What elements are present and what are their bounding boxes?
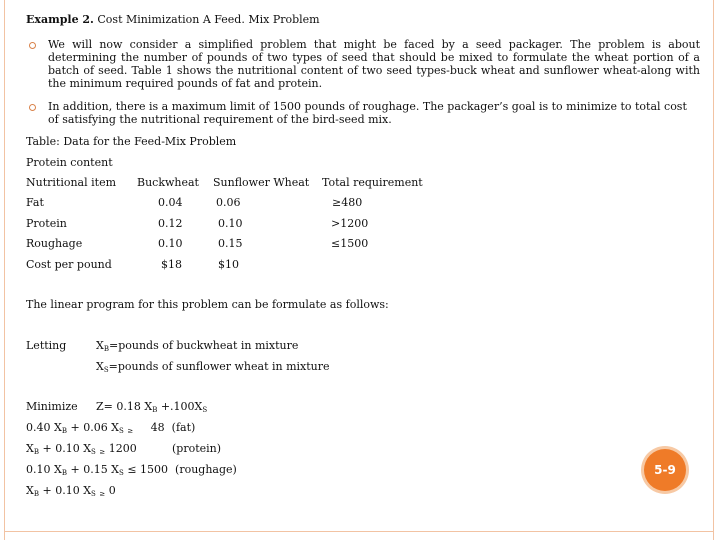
table-cell: Fat bbox=[26, 196, 44, 209]
table-cell: Protein bbox=[26, 217, 67, 230]
table-cell: 0.12 bbox=[158, 217, 183, 230]
bullet-paragraph-2: In addition, there is a maximum limit of 1500 pounds of roughage. The packager’s goal is to minimize to total cost of satisfying the nutritional requirement of the bird-seed mix. bbox=[48, 100, 687, 126]
slide-frame-bottom bbox=[4, 531, 714, 532]
table-cell: Cost per pound bbox=[26, 258, 112, 271]
slide-frame-right bbox=[713, 0, 714, 540]
table-cell: 0.10 bbox=[218, 217, 243, 230]
lp-intro: The linear program for this problem can be formulate as follows: bbox=[26, 298, 389, 311]
table-cell: >1200 bbox=[331, 217, 369, 230]
table-cell: $10 bbox=[218, 258, 239, 271]
variable-definition: $X_S=pounds$ of sunflower wheat in mixture bbox=[96, 360, 330, 374]
constraint-protein-note: (protein) bbox=[172, 442, 222, 455]
table-cell: Roughage bbox=[26, 237, 83, 250]
constraint-nonnegativity: $X_B + 0.10$ $X_S$ $_\ge$ 0 bbox=[26, 484, 116, 498]
table-header-total: Total requirement bbox=[322, 176, 423, 189]
slide-title bbox=[26, 13, 320, 27]
constraint-roughage: 0.10 $X_B + 0.15$ $X_S \le 1500$ (roughage) bbox=[26, 463, 237, 477]
table-header-buckwheat: Buckwheat bbox=[137, 176, 199, 189]
constraint-fat: 0.40 $X_B + 0.06$ $X_S$ $_\ge$ 48 (fat) bbox=[26, 421, 196, 435]
objective-label: Minimize bbox=[26, 400, 78, 413]
slide-frame-left bbox=[4, 0, 5, 540]
table-caption: Table: Data for the Feed-Mix Problem bbox=[26, 135, 237, 148]
title-text: Cost Minimization A Feed. Mix Problem bbox=[97, 13, 320, 26]
constraint-protein: $X_B + 0.10$ $X_S$ $_\ge$ 1200 bbox=[26, 442, 137, 456]
bullet-paragraph-1: We will now consider a simplified problem that might be faced by a seed packager. The problem is about determining the number of pounds of two types of seed that should be mixed to formulate the wheat portion of a batch of seed. Table 1 shows the nutritional content of two seed types-buck wheat and sunflower wheat-along with the minimum required pounds of fat and protein. bbox=[48, 38, 700, 90]
page-number-badge: 5-9 bbox=[644, 449, 686, 491]
table-cell: $18 bbox=[161, 258, 182, 271]
table-cell: 0.06 bbox=[216, 196, 241, 209]
objective-function: Z= 0.18 $X_B +.100X_S$ bbox=[96, 400, 208, 414]
table-cell: 0.15 bbox=[218, 237, 243, 250]
table-cell: ≥480 bbox=[332, 196, 363, 209]
title-label: Example 2. bbox=[26, 13, 94, 26]
variable-definition: $X_B=pounds$ of buckwheat in mixture bbox=[96, 339, 299, 353]
table-cell: 0.10 bbox=[158, 237, 183, 250]
bullet-icon bbox=[29, 104, 36, 111]
letting-label: Letting bbox=[26, 339, 67, 352]
table-subcaption: Protein content bbox=[26, 156, 113, 169]
bullet-icon bbox=[29, 42, 36, 49]
table-header-sunflower: Sunflower Wheat bbox=[213, 176, 310, 189]
table-cell: ≤1500 bbox=[331, 237, 369, 250]
table-header-item: Nutritional item bbox=[26, 176, 117, 189]
table-cell: 0.04 bbox=[158, 196, 183, 209]
